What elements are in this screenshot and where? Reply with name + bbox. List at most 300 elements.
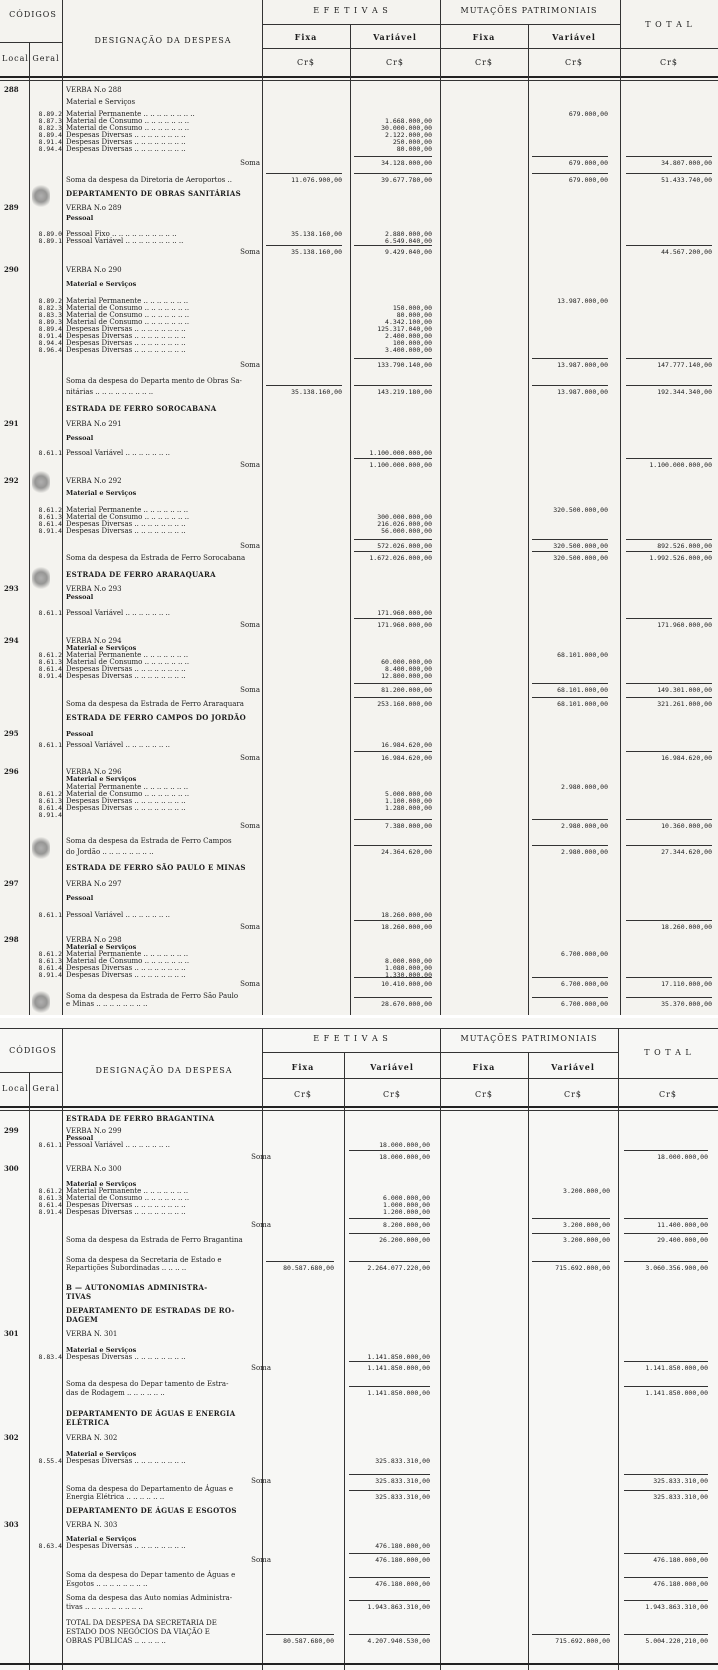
sum-rule <box>626 539 712 540</box>
sum-rule <box>532 997 608 998</box>
efetivas-variavel-value: 1.330.000,00 <box>385 971 432 979</box>
general-code: 8.89.0 <box>38 230 62 238</box>
sum-rule <box>266 1261 334 1262</box>
table-row <box>0 345 718 355</box>
general-code: 8.94.4 <box>38 339 62 347</box>
sum-rule <box>624 1218 708 1219</box>
efetivas-variavel-value: 476.180.000,00 <box>375 1556 430 1564</box>
sum-rule <box>266 173 342 174</box>
expense-description: Despesas Diversas .. .. .. .. .. .. .. .. <box>66 325 186 333</box>
sum-rule <box>266 1634 334 1635</box>
expense-description: VERBA N.o 296 <box>66 768 122 776</box>
efetivas-variavel-value: 125.317.040,00 <box>377 325 432 333</box>
sum-rule <box>349 1577 430 1578</box>
expense-description: Pessoal Variável .. .. .. .. .. .. .. <box>66 1141 170 1149</box>
general-code: 8.91.4 <box>38 1208 62 1216</box>
expense-description: Material de Consumo .. .. .. .. .. .. .. <box>66 117 190 125</box>
sum-rule <box>354 385 432 386</box>
mutacoes-variavel-value: 68.101.000,00 <box>557 700 608 708</box>
general-code: 8.61.4 <box>38 665 62 673</box>
expense-description: VERBA N.o 292 <box>66 477 122 485</box>
sum-rule <box>354 156 432 157</box>
header-total: T O T A L <box>644 1048 692 1057</box>
total-value: 27.344.620,00 <box>661 848 712 856</box>
expense-description: Soma <box>240 822 260 830</box>
efetivas-variavel-value: 100.000,00 <box>392 339 432 347</box>
total-value: 325.833.310,00 <box>653 1477 708 1485</box>
total-value: 11.400.000,00 <box>657 1221 708 1229</box>
section-title-row <box>0 1315 718 1325</box>
general-code: 8.91.4 <box>38 527 62 535</box>
expense-description: VERBA N.o 291 <box>66 420 122 428</box>
section-title-row <box>0 189 718 199</box>
expense-description: Despesas Diversas .. .. .. .. .. .. .. .. <box>66 1353 186 1361</box>
general-code: 8.89.4 <box>38 325 62 333</box>
expense-description: ESTRADA DE FERRO CAMPOS DO JORDÃO <box>66 713 247 722</box>
expense-description: Despesas Diversas .. .. .. .. .. .. .. .. <box>66 332 186 340</box>
efetivas-variavel-value: 1.200.000,00 <box>383 1208 430 1216</box>
table-row <box>0 448 718 458</box>
efetivas-variavel-value: 30.000.000,00 <box>381 124 432 132</box>
general-code: 8.91.4 <box>38 332 62 340</box>
general-code: 8.61.3 <box>38 797 62 805</box>
general-code: 8.61.1 <box>38 1141 62 1149</box>
general-code: 8.61.3 <box>38 513 62 521</box>
expense-description: TOTAL DA DESPESA DA SECRETARIA DE <box>66 1619 217 1627</box>
expense-description: ESTRADA DE FERRO ARARAQUARA <box>66 570 216 579</box>
sum-rule <box>626 683 712 684</box>
total-value: 17.110.000,00 <box>661 980 712 988</box>
expense-description: Despesas Diversas .. .. .. .. .. .. .. .. <box>66 527 186 535</box>
page-2 <box>0 1018 718 1670</box>
expense-description: Material e Serviços <box>66 98 136 106</box>
expense-description: ESTRADA DE FERRO BRAGANTINA <box>66 1114 215 1123</box>
expense-description: Soma <box>240 542 260 550</box>
general-code: 8.63.4 <box>38 1542 62 1550</box>
header-efetivas: E F E T I V A S <box>313 1034 389 1043</box>
table-row <box>0 213 718 223</box>
mutacoes-variavel-value: 13.987.000,00 <box>557 361 608 369</box>
table-row <box>0 1207 718 1217</box>
expense-description: Despesas Diversas .. .. .. .. .. .. .. .. <box>66 665 186 673</box>
header-currency: Cr$ <box>658 1090 678 1099</box>
sum-rule <box>349 1634 430 1635</box>
expense-description: Material Permanente .. .. .. .. .. .. .. <box>66 783 189 791</box>
header-currency: Cr$ <box>293 1090 313 1099</box>
expense-description: Material Permanente .. .. .. .. .. .. .. .. <box>66 110 195 118</box>
expense-description: Repartições Subordinadas .. .. .. .. <box>66 1264 187 1272</box>
header-total: T O T A L <box>645 20 693 29</box>
expense-description: Soma da despesa das Auto nomias Administra- <box>66 1594 233 1602</box>
general-code: 8.61.3 <box>38 1194 62 1202</box>
expense-description: VERBA N.o 293 <box>66 585 122 593</box>
sum-rule <box>349 1261 430 1262</box>
general-code: 8.61.4 <box>38 520 62 528</box>
sum-rule <box>626 618 712 619</box>
mutacoes-variavel-value: 13.987.000,00 <box>557 297 608 305</box>
header-geral: Geral <box>32 54 60 63</box>
efetivas-variavel-value: 18.000.000,00 <box>379 1153 430 1161</box>
mutacoes-variavel-value: 6.700.000,00 <box>561 980 608 988</box>
expense-description: TIVAS <box>66 1292 92 1301</box>
header-efetivas-fixa: Fixa <box>294 32 318 42</box>
subtotal-row <box>0 247 718 257</box>
mutacoes-variavel-value: 2.980.000,00 <box>561 783 608 791</box>
expense-description: Soma da despesa da Secretaria de Estado e <box>66 1256 222 1264</box>
sum-rule <box>354 819 432 820</box>
efetivas-variavel-value: 28.670.000,00 <box>381 1000 432 1008</box>
rule <box>0 1072 62 1073</box>
efetivas-variavel-value: 216.026.000,00 <box>377 520 432 528</box>
expense-description: Soma <box>240 686 260 694</box>
expense-description: VERBA N. 301 <box>66 1330 118 1338</box>
sum-rule <box>626 977 712 978</box>
efetivas-variavel-value: 133.790.140,00 <box>377 361 432 369</box>
efetivas-variavel-value: 1.668.000,00 <box>385 117 432 125</box>
efetivas-variavel-value: 171.960.000,00 <box>377 609 432 617</box>
table-row <box>0 847 718 857</box>
expense-description: Soma da despesa da Diretoria de Aeroportos .. <box>66 176 232 184</box>
local-code: 299 <box>4 1126 19 1135</box>
efetivas-variavel-value: 1.080.000,00 <box>385 964 432 972</box>
total-value: 325.833.310,00 <box>653 1493 708 1501</box>
sum-rule <box>532 819 608 820</box>
table-row <box>0 488 718 498</box>
local-code: 294 <box>4 636 19 645</box>
total-value: 1.141.850.000,00 <box>645 1389 708 1397</box>
efetivas-variavel-value: 325.833.310,00 <box>375 1493 430 1501</box>
expense-description: Soma <box>240 923 260 931</box>
expense-description: VERBA N.o 288 <box>66 86 122 94</box>
expense-description: Soma <box>240 248 260 256</box>
efetivas-variavel-value: 56.000.000,00 <box>381 527 432 535</box>
expense-description: ELÉTRICA <box>66 1418 110 1427</box>
table-row <box>0 387 718 397</box>
section-title-row <box>0 1418 718 1428</box>
sum-rule <box>349 1490 430 1491</box>
sum-rule <box>354 245 432 246</box>
efetivas-variavel-value: 12.800.000,00 <box>381 672 432 680</box>
total-value: 44.567.200,00 <box>661 248 712 256</box>
expense-description: Material Permanente .. .. .. .. .. .. .. <box>66 651 189 659</box>
expense-description: Soma <box>240 461 260 469</box>
expense-description: B — AUTONOMIAS ADMINISTRA- <box>66 1283 208 1292</box>
table-row <box>0 1456 718 1466</box>
efetivas-variavel-value: 26.200.000,00 <box>379 1236 430 1244</box>
table-row <box>0 592 718 602</box>
sum-rule <box>624 1553 708 1554</box>
subtotal-row <box>0 620 718 630</box>
efetivas-variavel-value: 9.429.040,00 <box>385 248 432 256</box>
sum-rule <box>354 173 432 174</box>
general-code: 8.61.4 <box>38 1201 62 1209</box>
mutacoes-variavel-value: 320.500.000,00 <box>553 506 608 514</box>
sum-rule <box>532 1218 610 1219</box>
expense-description: VERBA N.o 297 <box>66 880 122 888</box>
expense-description: Pessoal Variável .. .. .. .. .. .. .. <box>66 741 170 749</box>
sum-rule <box>626 845 712 846</box>
local-code: 289 <box>4 203 19 212</box>
subtotal-row <box>0 753 718 763</box>
expense-description: VERBA N.o 298 <box>66 936 122 944</box>
sum-rule <box>354 697 432 698</box>
subtotal-row <box>0 158 718 168</box>
sum-rule <box>354 977 432 978</box>
section-title-row <box>0 713 718 723</box>
expense-description: Soma da despesa do Departamento de Águas e <box>66 1485 233 1493</box>
local-code: 303 <box>4 1520 19 1529</box>
table-row <box>0 1235 718 1245</box>
efetivas-variavel-value: 16.984.620,00 <box>381 754 432 762</box>
expense-description: Pessoal <box>66 593 94 601</box>
expense-description: Soma <box>251 1153 271 1161</box>
local-code: 296 <box>4 767 19 776</box>
general-code: 8.82.3 <box>38 304 62 312</box>
mutacoes-variavel-value: 679.000,00 <box>568 110 608 118</box>
sum-rule <box>532 977 608 978</box>
expense-description: ESTRADA DE FERRO SÃO PAULO E MINAS <box>66 863 246 872</box>
sum-rule <box>532 697 608 698</box>
expense-description: Despesas Diversas .. .. .. .. .. .. .. .. <box>66 339 186 347</box>
expense-description: Material e Serviços <box>66 1180 137 1188</box>
header-currency: Cr$ <box>385 58 405 67</box>
mutacoes-variavel-value: 13.987.000,00 <box>557 388 608 396</box>
general-code: 8.91.4 <box>38 672 62 680</box>
rule <box>262 48 718 49</box>
efetivas-fixa-value: 35.138.160,00 <box>291 248 342 256</box>
table-row <box>0 279 718 289</box>
table-row <box>0 1433 718 1443</box>
sum-rule <box>349 1218 430 1219</box>
general-code: 8.96.4 <box>38 346 62 354</box>
efetivas-fixa-value: 80.587.680,00 <box>283 1264 334 1272</box>
header-currency: Cr$ <box>382 1090 402 1099</box>
expense-description: Despesas Diversas .. .. .. .. .. .. .. .. <box>66 145 186 153</box>
expense-description: Soma <box>251 1556 271 1564</box>
rule <box>0 76 718 78</box>
general-code: 8.89.4 <box>38 131 62 139</box>
sum-rule <box>626 173 712 174</box>
expense-description: Pessoal Fixo .. .. .. .. .. .. .. .. .. .. <box>66 230 177 238</box>
total-value: 51.433.740,00 <box>661 176 712 184</box>
efetivas-variavel-value: 150.000,00 <box>392 304 432 312</box>
expense-description: Material e Serviços <box>66 1346 137 1354</box>
expense-description: DEPARTAMENTO DE ÁGUAS E ESGOTOS <box>66 1506 237 1515</box>
sum-rule <box>532 385 608 386</box>
general-code: 8.89.1 <box>38 237 62 245</box>
table-row <box>0 1329 718 1339</box>
total-value: 3.060.356.900,00 <box>645 1264 708 1272</box>
local-code: 295 <box>4 729 19 738</box>
section-title-row <box>0 1114 718 1124</box>
rule <box>0 1106 718 1108</box>
general-code: 8.91.4 <box>38 138 62 146</box>
general-code: 8.61.3 <box>38 658 62 666</box>
sum-rule <box>532 156 608 157</box>
sum-rule <box>624 1600 708 1601</box>
efetivas-fixa-value: 35.138.160,00 <box>291 230 342 238</box>
table-row <box>0 1140 718 1150</box>
general-code: 8.89.2 <box>38 110 62 118</box>
section-title-row <box>0 404 718 414</box>
expense-description: Material e Serviços <box>66 1450 137 1458</box>
rule <box>262 1078 718 1079</box>
efetivas-variavel-value: 39.677.780,00 <box>381 176 432 184</box>
table-row <box>0 699 718 709</box>
sum-rule <box>626 997 712 998</box>
expense-description: Material de Consumo .. .. .. .. .. .. .. <box>66 513 190 521</box>
sum-rule <box>626 920 712 921</box>
mutacoes-variavel-value: 3.200.000,00 <box>563 1187 610 1195</box>
expense-description: Pessoal Variável .. .. .. .. .. .. .. .. .. <box>66 237 184 245</box>
expense-description: Soma <box>251 1364 271 1372</box>
header-codigos: CÓDIGOS <box>9 1046 57 1055</box>
sum-rule <box>354 845 432 846</box>
expense-description: Pessoal <box>66 1134 94 1142</box>
efetivas-variavel-value: 81.200.000,00 <box>381 686 432 694</box>
header-mutacoes: MUTAÇÕES PATRIMONIAIS <box>460 6 598 15</box>
efetivas-variavel-value: 4.207.940.530,00 <box>367 1637 430 1645</box>
sum-rule <box>532 551 608 552</box>
expense-description: Material e Serviços <box>66 943 137 951</box>
expense-description: Soma da despesa do Departa mento de Obras Sa- <box>66 377 242 385</box>
efetivas-variavel-value: 1.000.000,00 <box>383 1201 430 1209</box>
total-value: 29.400.000,00 <box>657 1236 708 1244</box>
expense-description: Despesas Diversas .. .. .. .. .. .. .. .. <box>66 346 186 354</box>
general-code: 8.61.2 <box>38 790 62 798</box>
table-row <box>0 433 718 443</box>
expense-description: Despesas Diversas .. .. .. .. .. .. .. .. <box>66 138 186 146</box>
header-currency: Cr$ <box>474 58 494 67</box>
local-code: 288 <box>4 85 19 94</box>
table-row <box>0 1520 718 1530</box>
general-code: 8.87.3 <box>38 117 62 125</box>
sum-rule <box>624 1490 708 1491</box>
table-row <box>0 999 718 1009</box>
efetivas-variavel-value: 1.672.026.000,00 <box>369 554 432 562</box>
local-code: 291 <box>4 419 19 428</box>
table-row <box>0 893 718 903</box>
expense-description: Soma da despesa da Estrada de Ferro Bragantina <box>66 1236 243 1244</box>
efetivas-variavel-value: 6.549.040,00 <box>385 237 432 245</box>
efetivas-variavel-value: 2.122.000,00 <box>385 131 432 139</box>
expense-description: Despesas Diversas .. .. .. .. .. .. .. .. <box>66 1542 186 1550</box>
mutacoes-variavel-value: 715.692.000,00 <box>555 1637 610 1645</box>
expense-description: Soma <box>240 754 260 762</box>
expense-description: Soma da despesa da Estrada de Ferro Araraquara <box>66 700 244 708</box>
table-row <box>0 419 718 429</box>
general-code: 8.61.1 <box>38 911 62 919</box>
rule <box>0 1663 718 1665</box>
sum-rule <box>349 1150 430 1151</box>
expense-description: Pessoal <box>66 730 94 738</box>
expense-description: Soma <box>240 361 260 369</box>
expense-description: Energia Elétrica .. .. .. .. .. .. <box>66 1493 165 1501</box>
sum-rule <box>354 458 432 459</box>
expense-description: Despesas Diversas .. .. .. .. .. .. .. .. <box>66 1208 186 1216</box>
section-title-row <box>0 570 718 580</box>
mutacoes-variavel-value: 6.700.000,00 <box>561 950 608 958</box>
table-row <box>0 729 718 739</box>
efetivas-variavel-value: 325.833.310,00 <box>375 1477 430 1485</box>
total-value: 5.004.220,210,00 <box>645 1637 708 1645</box>
efetivas-variavel-value: 3.400.000,00 <box>385 346 432 354</box>
table-row <box>0 1492 718 1502</box>
header-currency: Cr$ <box>296 58 316 67</box>
expense-description: ESTRADA DE FERRO SOROCABANA <box>66 404 217 413</box>
efetivas-variavel-value: 80.000,00 <box>396 311 432 319</box>
efetivas-variavel-value: 1.280.000,00 <box>385 804 432 812</box>
sum-rule <box>532 539 608 540</box>
total-value: 1.100.000.000,00 <box>649 461 712 469</box>
header-designacao: DESIGNAÇÃO DA DESPESA <box>95 1066 233 1075</box>
expense-description: OBRAS PÚBLICAS .. .. .. .. .. <box>66 1637 166 1645</box>
mutacoes-variavel-value: 2.980.000,00 <box>561 848 608 856</box>
general-code: 8.83.4 <box>38 1353 62 1361</box>
sum-rule <box>532 173 608 174</box>
expense-description: Soma da despesa da Estrada de Ferro Campos <box>66 837 232 845</box>
total-value: 18.260.000,00 <box>661 923 712 931</box>
expense-description: tivas .. .. .. .. .. .. .. .. .. <box>66 1603 143 1611</box>
header-local: Local <box>2 54 29 63</box>
general-code: 8.61.2 <box>38 651 62 659</box>
expense-description: Despesas Diversas .. .. .. .. .. .. .. .. <box>66 964 186 972</box>
general-code: 8.61.1 <box>38 741 62 749</box>
mutacoes-variavel-value: 68.101.000,00 <box>557 651 608 659</box>
general-code: 8.61.1 <box>38 609 62 617</box>
expense-description: Soma da despesa da Estrada de Ferro Sorocabana <box>66 554 246 562</box>
sum-rule <box>532 1634 610 1635</box>
efetivas-variavel-value: 2.400.000,00 <box>385 332 432 340</box>
sum-rule <box>626 551 712 552</box>
sum-rule <box>626 245 712 246</box>
header-currency: Cr$ <box>474 1090 494 1099</box>
local-code: 297 <box>4 879 19 888</box>
local-code: 292 <box>4 476 19 485</box>
efetivas-variavel-value: 476.180.000,00 <box>375 1542 430 1550</box>
total-value: 35.370.000,00 <box>661 1000 712 1008</box>
expense-description: Despesas Diversas .. .. .. .. .. .. .. .. <box>66 672 186 680</box>
header-efetivas-variavel: Variável <box>373 32 417 42</box>
general-code: 8.91.4 <box>38 971 62 979</box>
efetivas-variavel-value: 2.264.077.220,00 <box>367 1264 430 1272</box>
sum-rule <box>349 1600 430 1601</box>
expense-description: Material de Consumo .. .. .. .. .. .. .. <box>66 957 190 965</box>
expense-description: Material de Consumo .. .. .. .. .. .. .. <box>66 124 190 132</box>
expense-description: Despesas Diversas .. .. .. .. .. .. .. .. <box>66 1457 186 1465</box>
total-value: 476.180.000,00 <box>653 1556 708 1564</box>
expense-description: Soma <box>251 1221 271 1229</box>
mutacoes-variavel-value: 679.000,00 <box>568 159 608 167</box>
header-currency: Cr$ <box>564 58 584 67</box>
header-efetivas-variavel: Variável <box>370 1062 414 1072</box>
general-code: 8.61.3 <box>38 957 62 965</box>
table-row <box>0 144 718 154</box>
expense-description: Despesas Diversas .. .. .. .. .. .. .. .. <box>66 797 186 805</box>
mutacoes-variavel-value: 320.500.000,00 <box>553 542 608 550</box>
header-currency: Cr$ <box>659 58 679 67</box>
expense-description: VERBA N. 302 <box>66 1434 118 1442</box>
table-row <box>0 740 718 750</box>
sum-rule <box>354 618 432 619</box>
sum-rule <box>349 1233 430 1234</box>
rule <box>0 1028 718 1029</box>
expense-description: Soma <box>240 159 260 167</box>
expense-description: DAGEM <box>66 1315 99 1324</box>
table-row <box>0 1541 718 1551</box>
table-row <box>0 1388 718 1398</box>
rule <box>262 24 620 25</box>
